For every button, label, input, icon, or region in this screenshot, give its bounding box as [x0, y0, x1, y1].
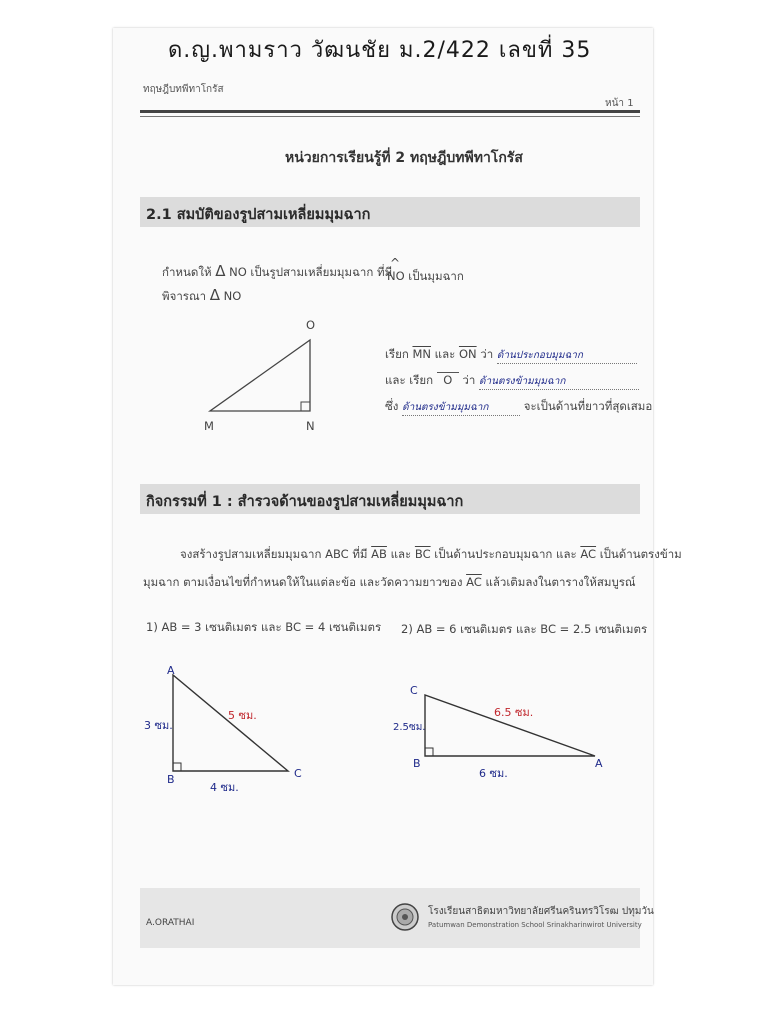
item-1: 1) AB = 3 เซนติเมตร และ BC = 4 เซนติเมตร: [146, 620, 382, 634]
segment-bc: $\overline{BC}$: [414, 547, 431, 561]
tri1-side-ac: 5 ซม.: [228, 709, 257, 722]
header-rule-thick: [140, 110, 640, 113]
instr-part-1: จงสร้างรูปสามเหลี่ยมมุมฉาก ABC ที่มี: [180, 547, 368, 561]
tri2-side-bc: 2.5ซม.: [393, 722, 426, 733]
tri2-vertex-a: A: [595, 757, 603, 770]
instr-part-3: เป็นด้านตรงข้าม: [599, 547, 682, 561]
activity-title: กิจกรรมที่ 1 : สำรวจด้านของรูปสามเหลี่ยมมุมฉาก: [146, 494, 464, 510]
angle-hat: ^: [390, 256, 401, 270]
tri2-vertex-c: C: [410, 684, 418, 697]
tri1-side-bc: 4 ซม.: [210, 781, 239, 794]
running-header: ทฤษฎีบทพีทาโกรัส: [143, 84, 224, 95]
triangle-1-right-angle: [173, 763, 181, 771]
consider-line: [162, 286, 241, 306]
instruction-line-1: [180, 546, 682, 564]
instruction-line-2: [143, 574, 636, 592]
vertex-o-label: O: [306, 318, 316, 332]
line1-and: และ: [434, 347, 456, 361]
instr-part-5: แล้วเติมลงในตารางให้สมบูรณ์: [485, 575, 636, 589]
tri1-side-ab: 3 ซม.: [144, 719, 173, 732]
segment-ab: $\overline{AB}$: [371, 547, 387, 561]
tri2-side-ab: 6 ซม.: [479, 767, 508, 780]
consider-triangle-name: NO: [223, 289, 242, 303]
handwritten-name: ด.ญ.พามราว วัฒนชัย ม.2/422 เลขที่ 35: [168, 38, 592, 63]
line1-prefix: เรียก: [385, 347, 409, 361]
triangle-mno-shape: [210, 340, 310, 411]
given-angle: [387, 256, 464, 286]
answer-blank-2[interactable]: [479, 373, 639, 390]
tri1-vertex-c: C: [294, 767, 302, 780]
fill-line-1: [385, 346, 637, 364]
section-title: 2.1 สมบัติของรูปสามเหลี่ยมมุมฉาก: [146, 207, 371, 223]
author-name: A.ORATHAI: [146, 918, 195, 928]
instr-part-2: เป็นด้านประกอบมุมฉาก และ: [434, 547, 577, 561]
segment-on: $\overline{ON}$: [458, 347, 477, 361]
footer: [140, 888, 654, 948]
school-emblem-icon: [390, 902, 420, 932]
page-number: หน้า 1: [605, 98, 634, 109]
activity-banner: [140, 484, 640, 514]
segment-ac: $\overline{AC}$: [580, 547, 597, 561]
vertex-n-label: N: [306, 419, 315, 433]
segment-ac-2: $\overline{AC}$: [466, 575, 482, 589]
tri1-vertex-a: A: [167, 664, 175, 677]
given-angle-text: NO เป็นมุมฉาก: [387, 269, 464, 283]
line3-prefix: ซึ่ง: [385, 399, 399, 413]
answer-blank-1[interactable]: [497, 347, 637, 364]
line2-prefix: และ เรียก: [385, 373, 434, 387]
triangle-2-right-angle: [425, 748, 433, 756]
answer-2: ด้านตรงข้ามมุมฉาก: [479, 376, 566, 387]
tri2-vertex-b: B: [413, 757, 421, 770]
answer-1: ด้านประกอบมุมฉาก: [496, 350, 583, 361]
segment-mn: $\overline{MN}$: [412, 347, 431, 361]
answer-blank-3[interactable]: [402, 399, 520, 416]
vertex-m-label: M: [204, 419, 214, 433]
triangle-2: [415, 685, 605, 765]
header-rule-thin: [140, 116, 640, 117]
item-2: 2) AB = 6 เซนติเมตร และ BC = 2.5 เซนติเมตร: [401, 622, 648, 636]
school-name-en: Patumwan Demonstration School Srinakharinwirot University: [428, 921, 642, 929]
triangle-symbol: Δ: [215, 262, 226, 280]
answer-3: ด้านตรงข้ามมุมฉาก: [402, 402, 489, 413]
triangle-symbol-2: Δ: [209, 286, 221, 304]
given-line: [162, 262, 392, 282]
fill-line-3: [385, 398, 652, 416]
line3-suffix: จะเป็นด้านที่ยาวที่สุดเสมอ: [523, 399, 653, 413]
right-angle-mark: [301, 402, 310, 411]
instr-and: และ: [390, 547, 412, 561]
section-banner: [140, 197, 640, 227]
given-prefix: กำหนดให้: [162, 265, 212, 279]
line2-ask: ว่า: [462, 373, 476, 387]
tri2-side-ac: 6.5 ซม.: [494, 706, 534, 719]
segment-blank-o: O: [437, 372, 459, 387]
instr-part-4: มุมฉาก ตามเงื่อนไขที่กำหนดให้ในแต่ละข้อ และวัดความยาวของ: [143, 575, 463, 589]
tri1-vertex-b: B: [167, 773, 175, 786]
unit-title: หน่วยการเรียนรู้ที่ 2 ทฤษฎีบทพีทาโกรัส: [285, 150, 523, 166]
fill-line-2: [385, 372, 639, 390]
consider-prefix: พิจารณา: [162, 289, 207, 303]
school-name-th: โรงเรียนสาธิตมหาวิทยาลัยศรีนครินทรวิโรฒ ปทุมวัน: [428, 906, 654, 917]
line1-ask: ว่า: [480, 347, 494, 361]
given-triangle-text: NO เป็นรูปสามเหลี่ยมมุมฉาก ที่มี: [229, 265, 393, 279]
